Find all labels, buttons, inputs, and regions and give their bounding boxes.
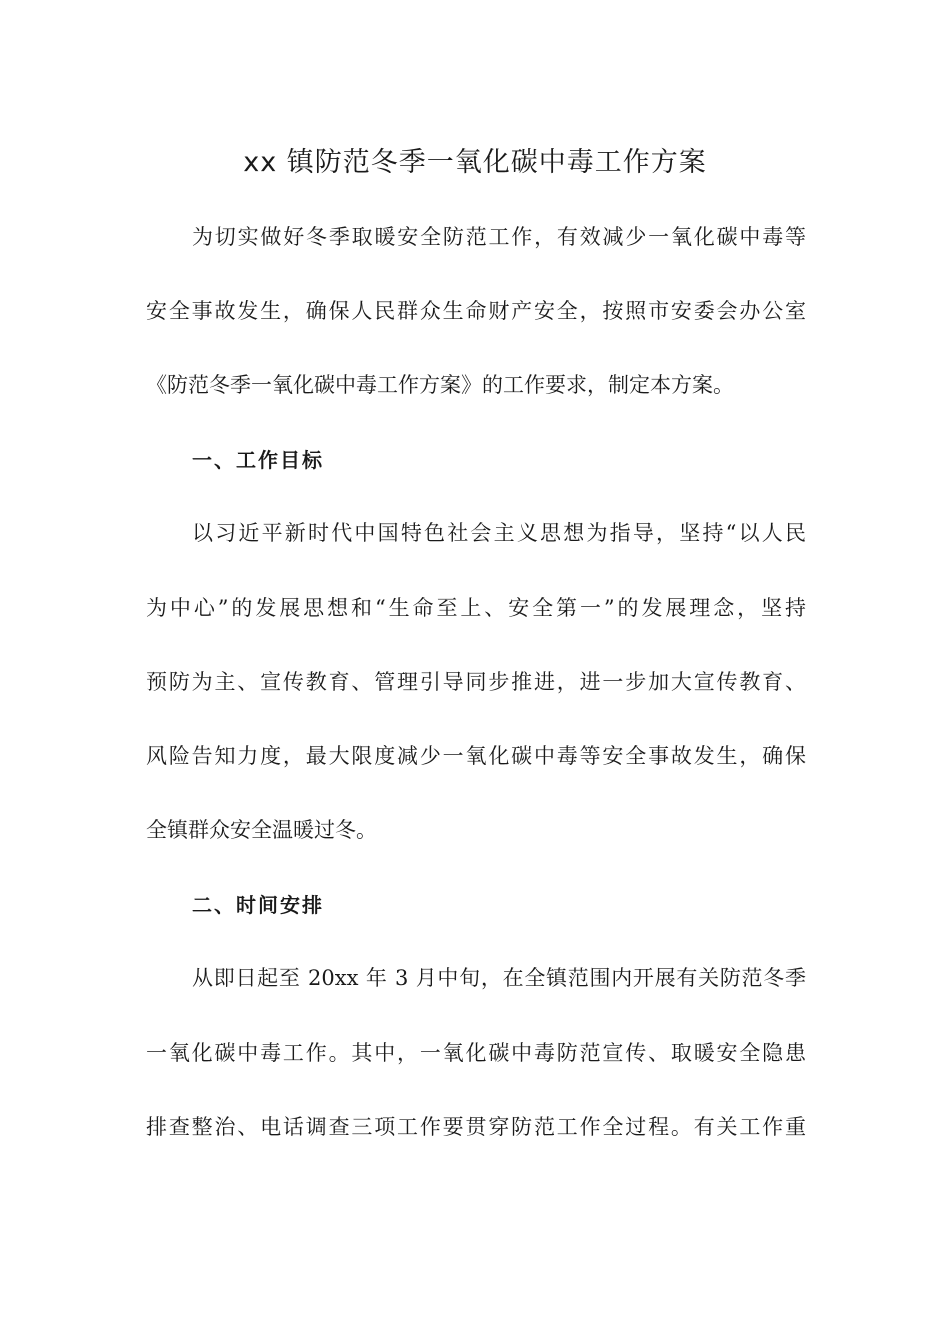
section-heading-goals: 一、工作目标 bbox=[192, 448, 324, 472]
intro-line-2: 安全事故发生，确保人民群众生命财产安全，按照市安委会办公室 bbox=[146, 299, 806, 323]
section1-line-2: 为中心”的发展思想和“生命至上、安全第一”的发展理念，坚持 bbox=[146, 596, 806, 620]
intro-line-1: 为切实做好冬季取暖安全防范工作，有效减少一氧化碳中毒等 bbox=[192, 225, 806, 249]
section2-line-3: 排查整治、电话调查三项工作要贯穿防范工作全过程。有关工作重 bbox=[146, 1115, 806, 1139]
document-title: xx 镇防范冬季一氧化碳中毒工作方案 bbox=[243, 147, 707, 178]
section1-line-3: 预防为主、宣传教育、管理引导同步推进，进一步加大宣传教育、 bbox=[146, 670, 806, 694]
intro-line-3: 《防范冬季一氧化碳中毒工作方案》的工作要求，制定本方案。 bbox=[146, 373, 734, 397]
section1-line-5: 全镇群众安全温暖过冬。 bbox=[146, 818, 377, 842]
section2-line-1: 从即日起至 20xx 年 3 月中旬，在全镇范围内开展有关防范冬季 bbox=[192, 966, 806, 990]
section2-line-2: 一氧化碳中毒工作。其中，一氧化碳中毒防范宣传、取暖安全隐患 bbox=[146, 1041, 806, 1065]
section1-line-1: 以习近平新时代中国特色社会主义思想为指导，坚持“以人民 bbox=[192, 521, 806, 545]
section1-line-4: 风险告知力度，最大限度减少一氧化碳中毒等安全事故发生，确保 bbox=[146, 744, 806, 768]
section-heading-schedule: 二、时间安排 bbox=[192, 893, 324, 917]
